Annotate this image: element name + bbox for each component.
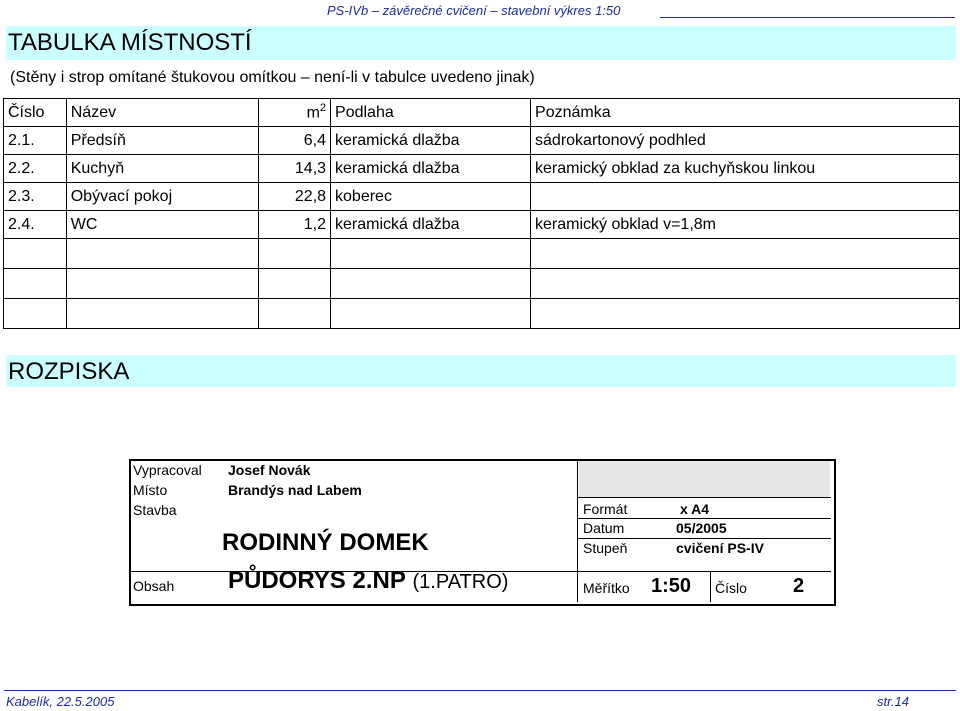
meritko-label: Měřítko — [583, 580, 630, 596]
tb-divider — [577, 461, 578, 572]
header-nazev: Název — [66, 99, 258, 127]
cell-area: 1,2 — [258, 211, 331, 239]
vypracoval-value: Josef Novák — [228, 462, 311, 478]
page-header: PS-IVb – závěrečné cvičení – stavební výkres 1:50 — [327, 3, 621, 18]
footer-page-number: str.14 — [877, 694, 910, 709]
cell-name: WC — [66, 211, 258, 239]
format-value: x A4 — [680, 501, 710, 517]
footer-author-date: Kabelík, 22.5.2005 — [6, 694, 115, 709]
tb-rule — [578, 538, 831, 539]
cell-note: keramický obklad v=1,8m — [531, 211, 960, 239]
datum-label: Datum — [583, 520, 625, 536]
tb-rule — [578, 497, 831, 498]
cell-floor: keramická dlažba — [331, 155, 531, 183]
datum-value: 05/2005 — [676, 520, 727, 536]
obsah-value: PŮDORYS 2.NP — [228, 567, 406, 594]
rozpiska-title: ROZPISKA — [8, 358, 130, 385]
table-row — [4, 155, 960, 183]
rozpiska-band — [6, 355, 956, 387]
tb-divider — [577, 572, 578, 602]
table-row — [4, 127, 960, 155]
stupen-value: cvičení PS-IV — [676, 540, 764, 556]
table-row-empty — [4, 299, 960, 329]
cislo-value: 2 — [793, 575, 805, 597]
cell-note: keramický obklad za kuchyňskou linkou — [531, 155, 960, 183]
obsah-suffix: (1.PATRO) — [412, 571, 509, 593]
cell-name: Obývací pokoj — [66, 183, 258, 211]
page-title: TABULKA MÍSTNOSTÍ — [8, 29, 252, 56]
cell-floor: koberec — [331, 183, 531, 211]
misto-label: Místo — [133, 482, 168, 498]
header-area — [258, 99, 331, 127]
cell-note: sádrokartonový podhled — [531, 127, 960, 155]
header-area-sup: 2 — [319, 102, 327, 115]
vypracoval-label: Vypracoval — [133, 462, 202, 478]
misto-value: Brandýs nad Labem — [228, 482, 362, 498]
table-row-empty — [4, 269, 960, 299]
header-podlaha: Podlaha — [331, 99, 531, 127]
cell-num: 2.2. — [4, 155, 67, 183]
table-row-empty — [4, 239, 960, 269]
table-row — [4, 211, 960, 239]
cell-name: Kuchyň — [66, 155, 258, 183]
cell-num: 2.3. — [4, 183, 67, 211]
cell-name: Předsíň — [66, 127, 258, 155]
header-area-unit: m — [306, 104, 320, 122]
header-poznamka: Poznámka — [531, 99, 960, 127]
obsah-label: Obsah — [133, 578, 175, 594]
header-cislo: Číslo — [4, 99, 67, 127]
stupen-label: Stupeň — [583, 540, 628, 556]
format-label: Formát — [583, 501, 628, 517]
tb-rule — [578, 518, 831, 519]
tb-divider — [710, 572, 711, 602]
obsah-block — [228, 567, 508, 595]
rooms-table — [3, 98, 960, 329]
cell-floor: keramická dlažba — [331, 127, 531, 155]
table-header-row — [4, 99, 960, 127]
cell-note — [531, 183, 960, 211]
cislo-label: Číslo — [715, 580, 747, 596]
cell-area: 22,8 — [258, 183, 331, 211]
footer-rule — [4, 690, 956, 691]
stavba-value: RODINNÝ DOMEK — [222, 529, 429, 556]
cell-area: 14,3 — [258, 155, 331, 183]
header-rule — [660, 17, 955, 18]
title-block-grey-area — [579, 461, 830, 497]
cell-floor: keramická dlažba — [331, 211, 531, 239]
cell-area: 6,4 — [258, 127, 331, 155]
table-row — [4, 183, 960, 211]
cell-num: 2.4. — [4, 211, 67, 239]
cell-num: 2.1. — [4, 127, 67, 155]
page-subtitle: (Stěny i strop omítané štukovou omítkou – není-li v tabulce uvedeno jinak) — [10, 69, 535, 86]
stavba-label: Stavba — [133, 502, 177, 518]
meritko-value: 1:50 — [651, 575, 692, 597]
